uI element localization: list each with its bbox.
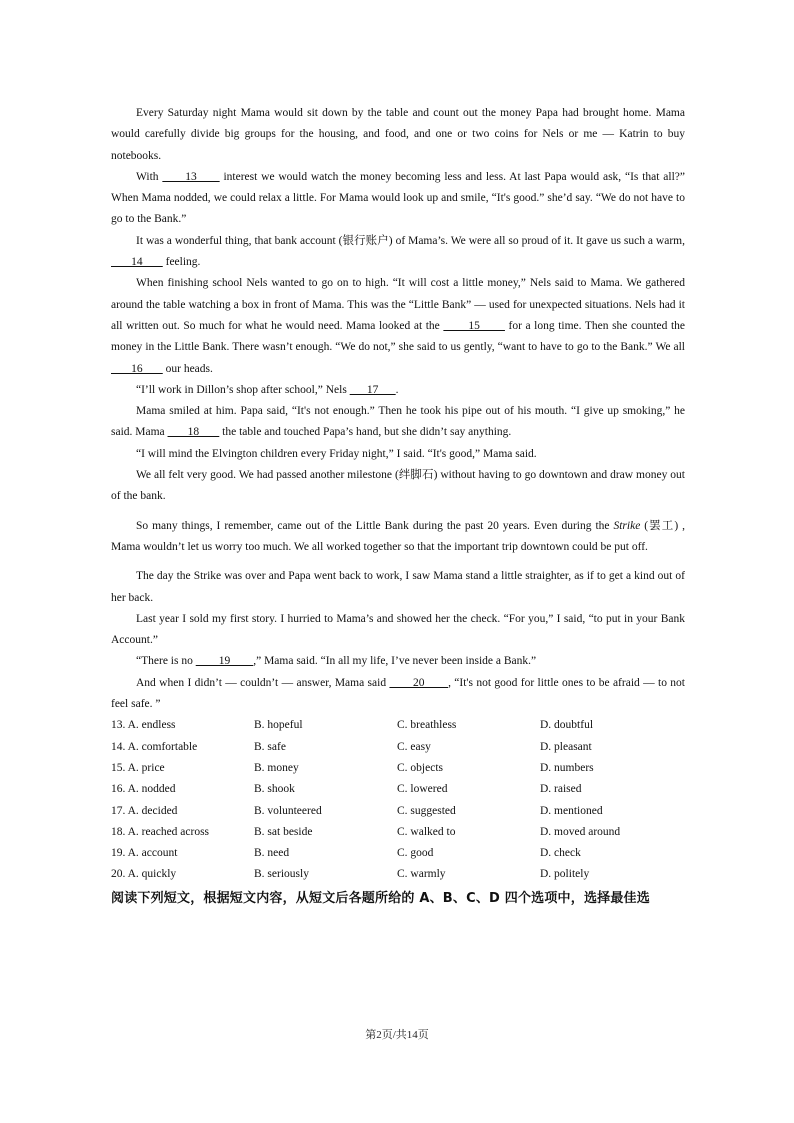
options-list [111, 715, 685, 885]
text-run: , “It's not good for little ones to be afraid — to not feel safe. ” [111, 676, 685, 711]
paragraph [111, 231, 685, 274]
answer-blank: 16 [111, 362, 163, 375]
section-instruction: 阅读下列短文，根据短文内容，从短文后各题所给的 A、B、C、D 四个选项中，选择最佳选 [111, 890, 650, 906]
paragraph [111, 103, 685, 167]
option-a: 19. A. account [111, 847, 178, 860]
text-run: Mama smiled at him. Papa said, “It's not enough.” Then he took his pipe out of his mouth. “I give up smoking,” he said. Mama [111, 405, 685, 439]
paragraph [111, 609, 685, 652]
option-row [111, 843, 685, 864]
option-row [111, 779, 685, 800]
passage [111, 103, 685, 911]
answer-blank: 15 [443, 319, 505, 332]
answer-blank: 14 [111, 256, 163, 269]
option-d: D. check [540, 847, 581, 860]
text-run: Every Saturday night Mama would sit down by the table and count out the money Papa had brought home. Mama would carefully divide big groups for the housing, and food, and one or two coins for Nels or me — Katrin to buy notebooks. [111, 107, 685, 162]
answer-blank: 20 [389, 676, 449, 689]
paragraph [111, 444, 685, 465]
text-run: With [136, 170, 163, 183]
paragraph [111, 673, 685, 716]
option-a: 18. A. reached across [111, 825, 210, 838]
paragraph [111, 465, 685, 508]
text-run: So many things, I remember, came out of the Little Bank during the past 20 years. Even during the [136, 519, 614, 532]
option-a: 17. A. decided [111, 804, 178, 817]
text-run: for a long time. Then she counted the money in the Little Bank. There wasn’t enough. “We do not,” she said to us gently, “want to have to go to the Bank.” We all [111, 319, 686, 354]
text-run: ,” Mama said. “In all my life, I’ve never been inside a Bank.” [253, 655, 537, 668]
option-row [111, 737, 685, 758]
page-footer: 第2页/共14页 [365, 1029, 429, 1041]
option-b: B. seriously [254, 868, 309, 881]
option-b: B. money [254, 761, 299, 774]
option-d: D. doubtful [540, 719, 594, 732]
option-a: 20. A. quickly [111, 868, 177, 881]
paragraph [111, 167, 685, 231]
text-run: (罢工) , Mama wouldn’t let us worry too much. We all worked together so that the important trip downtown could be put off. [111, 519, 685, 553]
option-d: D. pleasant [540, 740, 592, 753]
text-run: . [395, 383, 399, 396]
option-c: C. lowered [397, 783, 448, 796]
option-c: C. easy [397, 740, 431, 753]
answer-blank: 18 [167, 426, 220, 439]
option-d: D. politely [540, 868, 590, 881]
option-a: 13. A. endless [111, 719, 176, 732]
option-c: C. warmly [397, 868, 446, 881]
text-run: “I’ll work in Dillon’s shop after school,” Nels [136, 383, 350, 396]
paragraph [111, 516, 685, 559]
option-row [111, 801, 685, 822]
text-run: It was a wonderful thing, that bank account (银行账户) of Mama’s. We were all so proud of it. It gave us such a warm, [136, 234, 685, 247]
option-c: C. objects [397, 761, 443, 774]
option-row [111, 822, 685, 843]
option-c: C. good [397, 847, 434, 860]
option-row [111, 864, 685, 885]
option-a: 15. A. price [111, 761, 165, 774]
paragraph [111, 651, 685, 672]
option-b: B. safe [254, 740, 286, 753]
option-a: 14. A. comfortable [111, 740, 198, 753]
text-run: Last year I sold my first story. I hurried to Mama’s and showed her the check. “For you,” I said, “to put in your Bank Account.” [111, 612, 685, 647]
text-run: We all felt very good. We had passed another milestone (绊脚石) without having to go downtown and draw money out of the bank. [111, 469, 685, 503]
option-c: C. breathless [397, 719, 457, 732]
text-run: The day the Strike was over and Papa went back to work, I saw Mama stand a little straighter, as if to get a kind out of her back. [111, 570, 685, 604]
option-d: D. numbers [540, 761, 594, 774]
text-run: the table and touched Papa’s hand, but she didn’t say anything. [219, 426, 512, 439]
italic-text: Strike [613, 519, 641, 532]
answer-blank: 19 [195, 655, 254, 668]
text-run: And when I didn’t — couldn’t — answer, Mama said [136, 676, 390, 689]
option-b: B. hopeful [254, 719, 303, 732]
text-run: “I will mind the Elvington children every Friday night,” I said. “It's good,” Mama said. [136, 447, 537, 460]
text-run: “There is no [136, 655, 196, 668]
option-c: C. suggested [397, 804, 456, 817]
answer-blank: 17 [349, 383, 396, 396]
option-a: 16. A. nodded [111, 783, 176, 796]
option-d: D. mentioned [540, 804, 603, 817]
paragraph [111, 380, 685, 401]
option-d: D. raised [540, 783, 582, 796]
answer-blank: 13 [162, 170, 220, 183]
text-run: feeling. [162, 256, 201, 269]
paragraph [111, 401, 685, 444]
passage-paragraphs [111, 103, 685, 715]
option-b: B. need [254, 847, 290, 860]
paragraph [111, 566, 685, 609]
option-b: B. volunteered [254, 804, 322, 817]
text-run: interest we would watch the money becoming less and less. At last Papa would ask, “Is that all?” When Mama nodded, we could relax a little. For Mama would look up and smile, “It's good.” she’d say. “We do not have to go to the Bank.” [111, 170, 685, 226]
option-row [111, 758, 685, 779]
option-row [111, 715, 685, 736]
paragraph [111, 273, 685, 379]
option-b: B. sat beside [254, 825, 313, 838]
option-c: C. walked to [397, 825, 456, 838]
text-run: our heads. [162, 362, 213, 375]
text-run: When finishing school Nels wanted to go on to high. “It will cost a little money,” Nels said to Mama. We gathered around the table watching a box in front of Mama. This was the “Little Bank” — used for unexpected situations. Nels had it all written out. So much for what he would need. Mama looked at the [111, 277, 685, 332]
option-d: D. moved around [540, 825, 621, 838]
option-b: B. shook [254, 783, 295, 796]
